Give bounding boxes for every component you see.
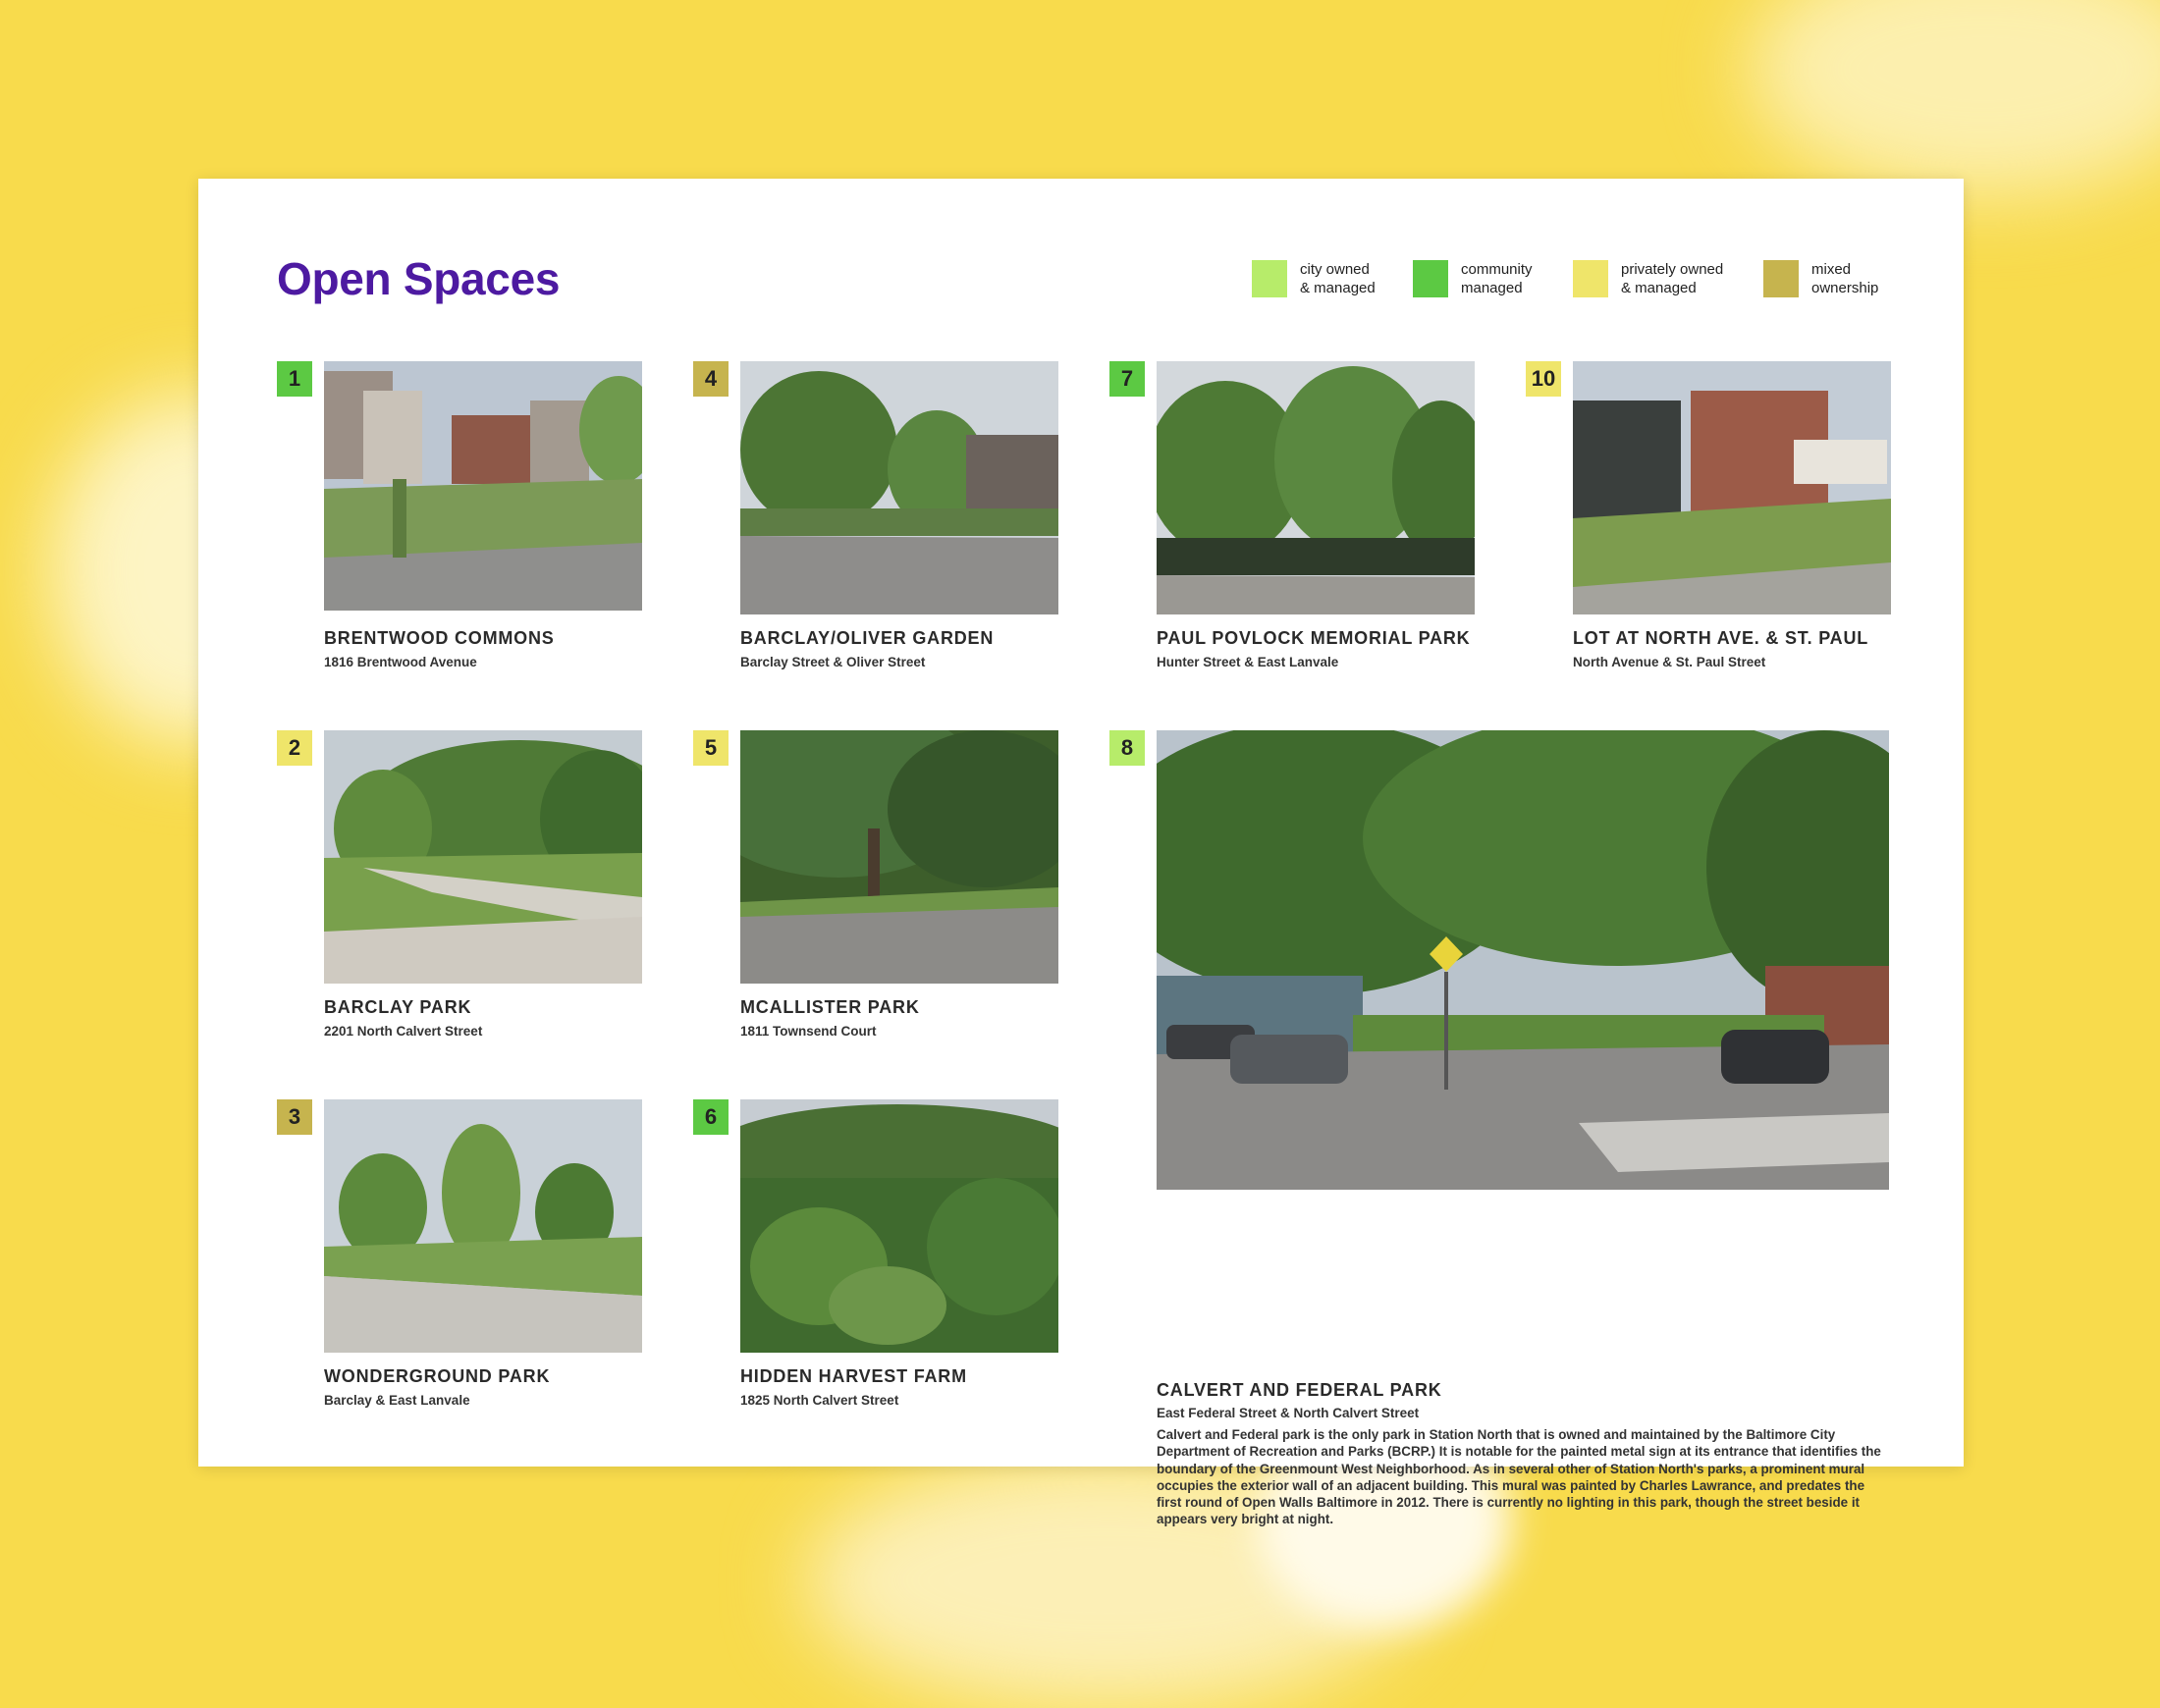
space-photo [1157,361,1475,614]
legend-swatch [1252,260,1287,297]
space-name: PAUL POVLOCK MEMORIAL PARK [1157,628,1471,648]
space-address: Hunter Street & East Lanvale [1157,655,1339,669]
space-photo [324,1099,642,1353]
space-address: East Federal Street & North Calvert Street [1157,1406,1420,1420]
space-photo [740,361,1058,614]
space-card-7[interactable] [1109,361,1483,675]
space-card-6[interactable] [693,1099,1066,1414]
space-address: 1811 Townsend Court [740,1024,877,1039]
space-address: North Avenue & St. Paul Street [1573,655,1766,669]
space-name: MCALLISTER PARK [740,997,920,1017]
legend-item-community-managed [1413,260,1533,297]
space-card-4[interactable] [693,361,1066,675]
space-number-badge: 5 [693,730,729,766]
ownership-legend [198,260,1964,299]
space-number-badge: 10 [1526,361,1561,397]
legend-label: city owned & managed [1300,261,1376,296]
space-number-badge: 1 [277,361,312,397]
space-address: 1816 Brentwood Avenue [324,655,477,669]
space-address: 1825 North Calvert Street [740,1393,899,1408]
space-photo [740,730,1058,984]
space-photo [324,730,642,984]
space-photo [324,361,642,611]
space-name: BARCLAY PARK [324,997,472,1017]
space-number-badge: 2 [277,730,312,766]
space-card-8[interactable] [1109,730,1895,1527]
space-name: WONDERGROUND PARK [324,1366,551,1386]
legend-label: community managed [1461,261,1533,296]
space-photo [1157,730,1889,1190]
space-description: Calvert and Federal park is the only park in Station North that is owned and maintained by the Baltimore City Department of Recreation and Parks (BCRP.) It is notable for the painted metal sign at its entrance that identifies the boundary of the Greenmount West Neighborhood. As in several other of Station North's parks, a prominent mural occupies the exterior wall of an adjacent building. This mural was painted by Charles Lawrance, and predates the first round of Open Walls Baltimore in 2012. There is currently no lighting in this park, though the street beside it appears very bright at night. [1157,1427,1881,1527]
legend-item-city-owned [1252,260,1376,297]
space-card-1[interactable] [277,361,650,675]
space-number-badge: 8 [1109,730,1145,766]
legend-item-privately-owned [1573,260,1723,297]
space-address: Barclay Street & Oliver Street [740,655,926,669]
space-card-3[interactable] [277,1099,650,1414]
space-address: Barclay & East Lanvale [324,1393,470,1408]
space-name: LOT AT NORTH AVE. & ST. PAUL [1573,628,1869,648]
legend-swatch [1413,260,1448,297]
space-card-5[interactable] [693,730,1066,1044]
space-photo [740,1099,1058,1353]
legend-item-mixed-ownership [1763,260,1878,297]
space-card-2[interactable] [277,730,650,1044]
legend-label: mixed ownership [1811,261,1879,296]
page-title: Open Spaces [277,253,561,304]
space-photo [1573,361,1891,614]
space-number-badge: 3 [277,1099,312,1135]
space-name: HIDDEN HARVEST FARM [740,1366,967,1386]
open-spaces-page [198,179,1964,1527]
space-address: 2201 North Calvert Street [324,1024,483,1039]
legend-label: privately owned & managed [1621,261,1724,296]
space-number-badge: 7 [1109,361,1145,397]
legend-swatch [1763,260,1799,297]
legend-swatch [1573,260,1608,297]
background-blob [1748,0,2160,196]
space-card-10[interactable] [1526,361,1899,675]
space-number-badge: 6 [693,1099,729,1135]
space-name: BARCLAY/OLIVER GARDEN [740,628,995,648]
space-name: CALVERT AND FEDERAL PARK [1157,1380,1442,1400]
space-number-badge: 4 [693,361,729,397]
space-name: BRENTWOOD COMMONS [324,628,555,648]
